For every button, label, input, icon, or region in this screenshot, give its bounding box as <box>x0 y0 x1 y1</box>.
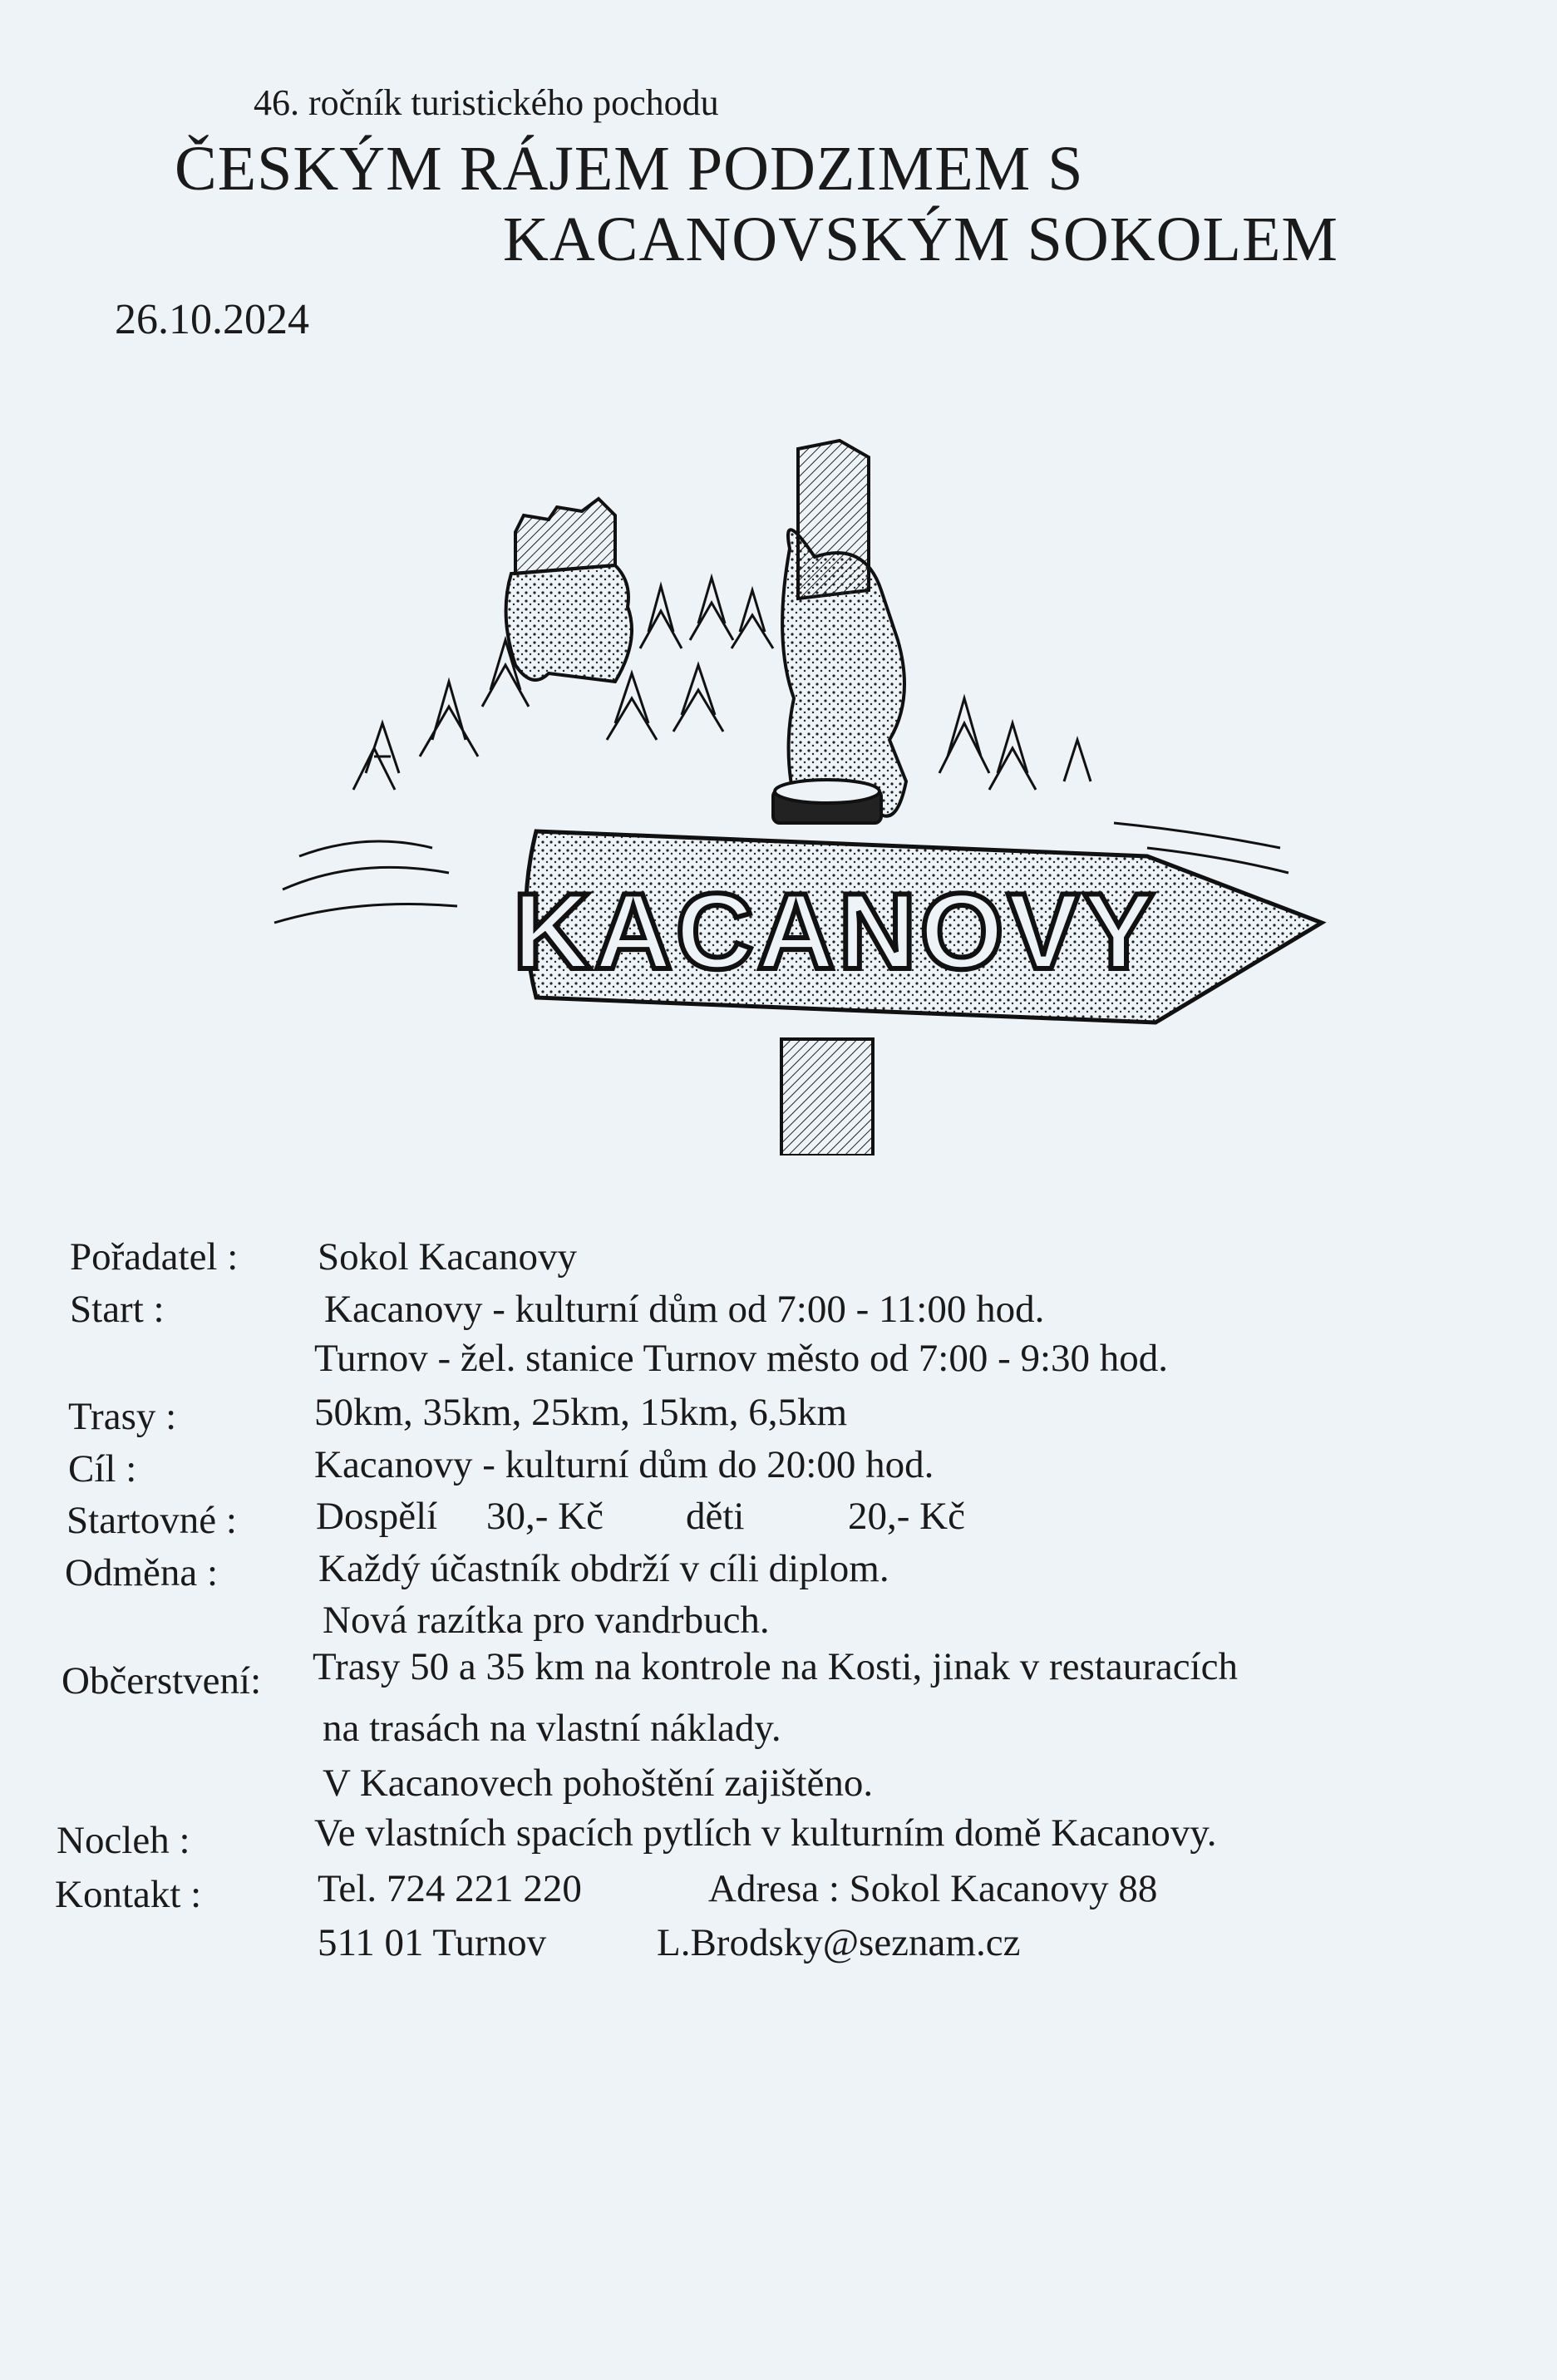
value-odmena-line1: Každý účastník obdrží v cíli diplom. <box>318 1547 889 1590</box>
value-obcerstveni-line2: na trasách na vlastní náklady. <box>323 1707 781 1750</box>
event-date: 26.10.2024 <box>115 296 309 343</box>
label-nocleh: Nocleh : <box>57 1819 190 1862</box>
value-start-line1: Kacanovy - kulturní dům od 7:00 - 11:00 hod. <box>324 1288 1045 1331</box>
value-obcerstveni-line3: V Kacanovech pohoštění zajištěno. <box>323 1762 874 1805</box>
label-poradatel: Pořadatel : <box>70 1235 239 1279</box>
label-start: Start : <box>70 1288 165 1331</box>
label-startovne: Startovné : <box>67 1499 237 1542</box>
value-cil: Kacanovy - kulturní dům do 20:00 hod. <box>314 1443 934 1486</box>
event-subtitle: 46. ročník turistického pochodu <box>254 82 719 123</box>
value-adult-label: Dospělí <box>316 1495 438 1538</box>
value-phone: Tel. 724 221 220 <box>318 1867 582 1910</box>
value-start-line2: Turnov - žel. stanice Turnov město od 7:00 - 9:30 hod. <box>314 1337 1169 1380</box>
value-nocleh: Ve vlastních spacích pytlích v kulturním domě Kacanovy. <box>314 1811 1217 1855</box>
value-poradatel: Sokol Kacanovy <box>318 1235 577 1279</box>
value-adult-price: 30,- Kč <box>486 1495 604 1538</box>
value-child-price: 20,- Kč <box>848 1495 965 1538</box>
value-obcerstveni-line1: Trasy 50 a 35 km na kontrole na Kosti, jinak v restauracích <box>313 1645 1238 1688</box>
value-city: 511 01 Turnov <box>318 1921 547 1964</box>
value-address: Adresa : Sokol Kacanovy 88 <box>708 1867 1158 1910</box>
sign-text: KACANOVY <box>513 870 1158 992</box>
event-title-line2: KACANOVSKÝM SOKOLEM <box>503 204 1338 274</box>
value-odmena-line2: Nová razítka pro vandrbuch. <box>323 1599 770 1642</box>
label-cil: Cíl : <box>68 1447 137 1491</box>
label-trasy: Trasy : <box>68 1395 177 1438</box>
value-trasy: 50km, 35km, 25km, 15km, 6,5km <box>314 1391 848 1434</box>
event-title-line1: ČESKÝM RÁJEM PODZIMEM S <box>175 134 1084 204</box>
label-odmena: Odměna : <box>65 1551 219 1594</box>
value-email: L.Brodsky@seznam.cz <box>657 1921 1021 1964</box>
label-obcerstveni: Občerstvení: <box>62 1659 262 1702</box>
value-child-label: děti <box>686 1495 745 1538</box>
label-kontakt: Kontakt : <box>55 1873 202 1916</box>
